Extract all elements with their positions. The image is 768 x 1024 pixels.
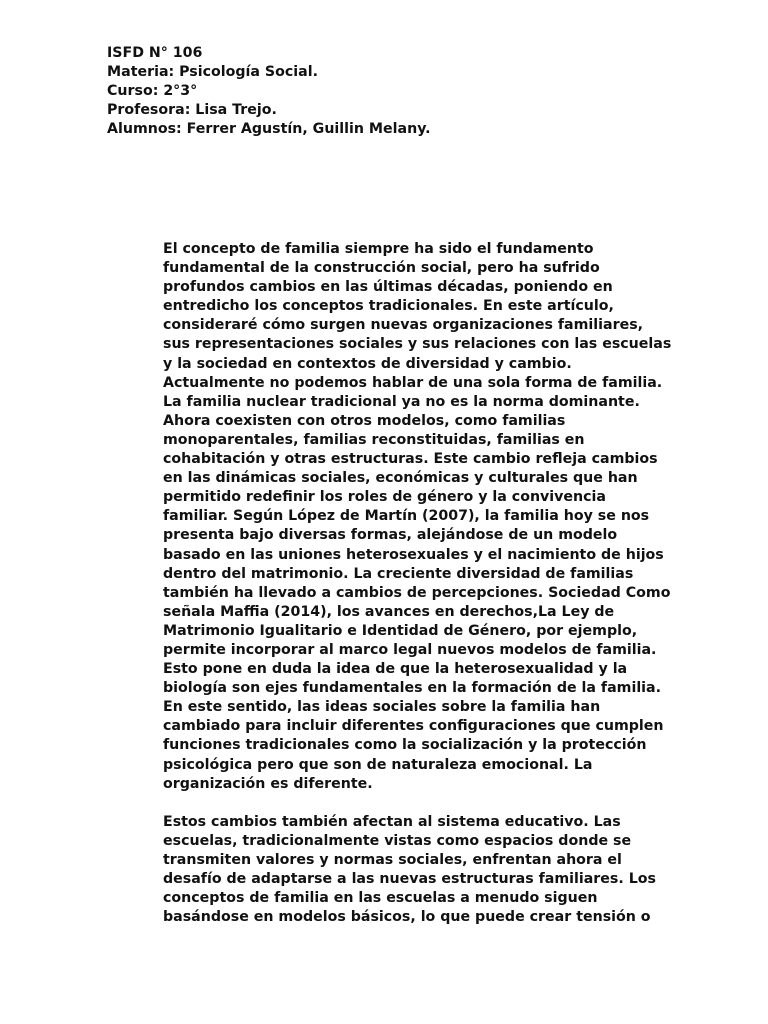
paragraph	[163, 813, 671, 928]
text-line: En este sentido, las ideas sociales sobre la familia han	[163, 699, 601, 716]
text-line: profundos cambios en las últimas décadas, poniendo en	[163, 279, 613, 296]
text-line: Ahora coexisten con otros modelos, como familias	[163, 412, 566, 429]
text-line: dentro del matrimonio. La creciente diversidad de familias	[163, 565, 634, 582]
text-line: basado en las uniones heterosexuales y el nacimiento de hijos	[163, 546, 664, 563]
text-line: también ha llevado a cambios de percepciones. Sociedad Como	[163, 584, 671, 601]
text-line: El concepto de familia siempre ha sido el fundamento	[163, 241, 594, 257]
course-line: Curso: 2°3°	[107, 83, 198, 99]
document-body	[163, 240, 671, 946]
text-line: consideraré cómo surgen nuevas organizaciones familiares,	[163, 317, 644, 334]
text-line: psicológica pero que son de naturaleza emocional. La	[163, 756, 593, 773]
text-line: señala Maffia (2014), los avances en derechos,La Ley de	[163, 603, 615, 620]
text-line: monoparentales, familias reconstituidas, familias en	[163, 431, 585, 448]
text-line: fundamental de la construcción social, pero ha sufrido	[163, 260, 600, 277]
text-line: en las dinámicas sociales, económicas y culturales que han	[163, 470, 638, 487]
text-line: basándose en modelos básicos, lo que puede crear tensión o	[163, 909, 651, 926]
text-line: Actualmente no podemos hablar de una sola forma de familia.	[163, 374, 663, 391]
text-line: permitido redefinir los roles de género y la convivencia	[163, 489, 606, 506]
text-line: y la sociedad en contextos de diversidad y cambio.	[163, 355, 572, 372]
text-line: Matrimonio Igualitario e Identidad de Género, por ejemplo,	[163, 622, 638, 639]
text-line: escuelas, tradicionalmente vistas como espacios donde se	[163, 832, 632, 849]
text-line: Estos cambios también afectan al sistema educativo. Las	[163, 813, 621, 830]
text-line: entredicho los conceptos tradicionales. En este artículo,	[163, 298, 614, 315]
document-header	[107, 44, 431, 139]
paragraph	[163, 240, 671, 794]
text-line: permite incorporar al marco legal nuevos modelos de familia.	[163, 641, 657, 658]
text-line: biología son ejes fundamentales en la formación de la familia.	[163, 680, 662, 697]
text-line: conceptos de familia en las escuelas a menudo siguen	[163, 890, 598, 907]
text-line: cambiado para incluir diferentes configuraciones que cumplen	[163, 718, 664, 735]
institution-line: ISFD N° 106	[107, 45, 203, 61]
text-line: La familia nuclear tradicional ya no es la norma dominante.	[163, 393, 640, 410]
text-line: Esto pone en duda la idea de que la heterosexualidad y la	[163, 661, 628, 678]
students-line: Alumnos: Ferrer Agustín, Guillin Melany.	[107, 121, 431, 137]
text-line: cohabitación y otras estructuras. Este cambio refleja cambios	[163, 451, 658, 468]
text-line: sus representaciones sociales y sus relaciones con las escuelas	[163, 336, 672, 353]
text-line: desafío de adaptarse a las nuevas estructuras familiares. Los	[163, 871, 656, 888]
teacher-line: Profesora: Lisa Trejo.	[107, 102, 277, 118]
text-line: organización es diferente.	[163, 775, 373, 792]
text-line: transmiten valores y normas sociales, enfrentan ahora el	[163, 852, 622, 868]
text-line: presenta bajo diversas formas, alejándose de un modelo	[163, 527, 618, 544]
subject-line: Materia: Psicología Social.	[107, 64, 318, 80]
text-line: familiar. Según López de Martín (2007), la familia hoy se nos	[163, 508, 650, 525]
text-line: funciones tradicionales como la socialización y la protección	[163, 737, 647, 754]
